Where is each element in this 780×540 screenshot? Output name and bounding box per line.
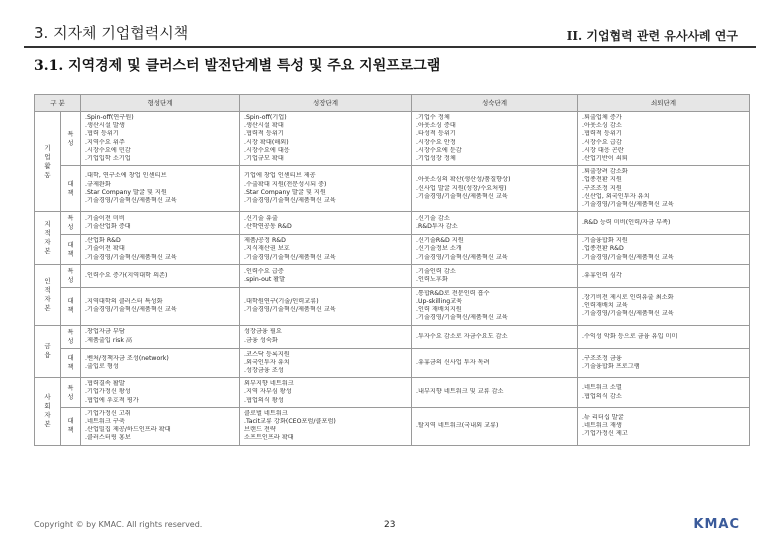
cell-line: .유휴금의 신사업 투자 독려 xyxy=(416,358,490,366)
cell-line: .신사업 발굴 지원(성장/수요처평) xyxy=(416,184,507,192)
table-cell xyxy=(240,378,412,408)
cell-line: .탈지역 네트워크(국내외 교류) xyxy=(416,422,499,430)
table-row xyxy=(35,235,750,265)
category-char: 자 xyxy=(44,294,51,303)
table-cell xyxy=(240,112,412,166)
cell-line: .신기술정보 소개 xyxy=(416,245,462,253)
cell-line: .규제완화 xyxy=(85,180,111,188)
cell-line: .지역 자부심 왕성 xyxy=(244,388,292,396)
category-char: 사 xyxy=(44,393,51,402)
table-row xyxy=(35,325,750,348)
table-cell xyxy=(81,264,240,287)
table-cell xyxy=(578,235,750,265)
cell-line: .시장 확대(해외) xyxy=(244,138,289,146)
cell-line: .업종전환 R&D xyxy=(582,245,624,253)
table-cell xyxy=(240,287,412,325)
cell-line: .산학연공동 R&D xyxy=(244,223,292,231)
cell-line: .내부지향 네트워크 및 교류 감소 xyxy=(416,388,504,396)
category-char: 금 xyxy=(44,342,51,351)
cell-line: .아웃소싱 감소 xyxy=(582,122,622,130)
cell-line: .기술경영/기술혁신/제품혁신 교육 xyxy=(416,253,508,261)
cell-line: .기술경영/기술혁신/제품혁신 교육 xyxy=(416,192,508,200)
table-cell xyxy=(81,166,240,212)
table-cell xyxy=(240,264,412,287)
cell-line: .기술경영/기술혁신/제품혁신 교육 xyxy=(85,196,177,204)
subcategory-char: 성 xyxy=(67,393,74,401)
table-cell xyxy=(81,407,240,445)
cell-line: .기업성장 정체 xyxy=(416,155,456,163)
stage-table-container xyxy=(34,94,749,446)
row-subcategory xyxy=(61,235,81,265)
cell-line: .Tacit교류 강화(CEO포럼/클포럼) xyxy=(244,418,336,426)
copyright-text: Copyright © by KMAC. All rights reserved. xyxy=(34,520,203,529)
cell-line: .네트워크 재생 xyxy=(582,422,622,430)
cell-line: .퇴출장려 감소화 xyxy=(582,168,628,176)
cell-line: .기술융합화 지원 xyxy=(582,237,628,245)
table-cell xyxy=(412,348,578,378)
subcategory-char: 성 xyxy=(67,224,74,232)
cell-line: .R&D 능력 미비(인력/자금 부족) xyxy=(582,219,671,227)
cell-line: .기업입학 소기업 xyxy=(85,155,131,163)
cell-line: .인력재배치 교육 xyxy=(582,302,628,310)
table-row xyxy=(35,264,750,287)
cell-line: .퇴출업체 증가 xyxy=(582,114,622,121)
kmac-logo: KMAC xyxy=(693,517,740,532)
row-subcategory xyxy=(61,287,81,325)
table-cell xyxy=(81,112,240,166)
cell-line: .기술경영/기술혁신/제품혁신 교육 xyxy=(582,253,674,261)
table-row xyxy=(35,112,750,166)
category-char: 본 xyxy=(44,303,51,312)
cell-line: .기술경영/기술혁신/제품혁신 교육 xyxy=(244,306,336,314)
cell-line: .신산업, 외국인투자 유치 xyxy=(582,192,650,200)
cell-line: .신기술 감소 xyxy=(416,215,450,223)
cell-line: .기술경영/기술혁신/제품혁신 교육 xyxy=(582,201,674,209)
cell-line: 성장금융 필요 xyxy=(244,328,282,336)
cell-line: .협력적 등위기 xyxy=(582,130,622,138)
cell-line: 소프트인프라 확대 xyxy=(244,434,294,442)
cell-line: .구조조정 금융 xyxy=(582,354,622,362)
row-subcategory xyxy=(61,378,81,408)
table-cell xyxy=(578,287,750,325)
cell-line: .산업밀집 제공/하드인프라 확대 xyxy=(85,426,171,434)
table-cell xyxy=(578,264,750,287)
cell-line: .신기술R&D 지원 xyxy=(416,237,464,245)
table-cell xyxy=(412,378,578,408)
table-cell xyxy=(240,325,412,348)
cell-line: .제품출입 risk 高 xyxy=(85,336,133,344)
row-subcategory xyxy=(61,112,81,166)
cell-line: .산업기반이 쇠퇴 xyxy=(582,155,628,163)
row-category xyxy=(35,112,61,212)
cell-line: .기술이전 확대 xyxy=(85,245,125,253)
cell-line: .시장수요 급감 xyxy=(582,138,622,146)
table-cell xyxy=(240,407,412,445)
subcategory-char: 성 xyxy=(67,337,74,345)
table-cell xyxy=(81,235,240,265)
category-char: 융 xyxy=(44,351,51,360)
cell-line: .기술산업화 증대 xyxy=(85,223,131,231)
cell-line: .인력 재배치지원 xyxy=(416,306,462,314)
table-cell xyxy=(81,325,240,348)
cell-line: .대학, 연구소에 창업 인센티브 xyxy=(85,172,167,180)
cell-line: .협업의식 왕성 xyxy=(244,396,284,404)
row-subcategory xyxy=(61,166,81,212)
cell-line: .협업에 우호적 평가 xyxy=(85,396,139,404)
cell-line: 기업에 창업 인센티브 제공 xyxy=(244,172,316,180)
row-subcategory xyxy=(61,264,81,287)
table-cell xyxy=(578,378,750,408)
cell-line: .기술경영/기술혁신/제품혁신 교육 xyxy=(85,253,177,261)
row-category xyxy=(35,264,61,325)
cell-line: .외국인투자 유치 xyxy=(244,358,290,366)
cell-line: .인력수요 증가(지역대학 의존) xyxy=(85,271,168,279)
table-cell xyxy=(240,166,412,212)
cell-line: .생산시설 발생 xyxy=(85,122,125,130)
category-char: 활 xyxy=(44,161,51,170)
cell-line: 외부지향 네트워크 xyxy=(244,380,294,388)
cell-line: .아웃소싱의 확산(생산성/품질향상) xyxy=(416,176,511,184)
subcategory-char: 대 xyxy=(67,354,74,362)
subcategory-char: 성 xyxy=(67,139,74,147)
table-cell xyxy=(240,235,412,265)
table-cell xyxy=(412,407,578,445)
cell-line: .Spin-off(연구원) xyxy=(85,114,134,121)
cell-line: .기업가정신 왕성 xyxy=(85,388,131,396)
subcategory-char: 책 xyxy=(67,363,74,371)
cell-line: .투자수요 감소로 자금수요도 감소 xyxy=(416,332,508,340)
cell-line: .기술인력 감소 xyxy=(416,267,456,275)
cell-line: .신기술 유출 xyxy=(244,215,278,223)
subcategory-char: 특 xyxy=(67,328,74,336)
table-row xyxy=(35,378,750,408)
cell-line: .기업가정신 제고 xyxy=(582,430,628,438)
cell-line: .기술융합화 프로그램 xyxy=(582,362,640,370)
cell-line: .뉴 리더십 발굴 xyxy=(582,413,624,421)
category-char: 본 xyxy=(44,420,51,429)
table-cell xyxy=(578,166,750,212)
row-subcategory xyxy=(61,407,81,445)
cell-line: .기업규모 확대 xyxy=(244,155,284,163)
cell-line: .기술경영/기술혁신/제품혁신 교육 xyxy=(244,196,336,204)
category-char: 기 xyxy=(44,143,51,152)
cell-line: 클로벌 네트워크 xyxy=(244,409,288,417)
cell-line: .수출확대 지원(전문성시되 중) xyxy=(244,180,327,188)
table-body xyxy=(35,112,750,446)
cell-line: .기업가정신 고취 xyxy=(85,409,131,417)
subcategory-char: 대 xyxy=(67,241,74,249)
subcategory-char: 책 xyxy=(67,250,74,258)
subcategory-char: 대 xyxy=(67,418,74,426)
table-cell xyxy=(412,287,578,325)
cell-line: .협력 등위기 xyxy=(85,130,119,138)
cell-line: .클러스터링 홍보 xyxy=(85,434,131,442)
cell-line: .협업의식 감소 xyxy=(582,392,622,400)
cell-line: .통합R&D로 전문인력 흡수 xyxy=(416,289,490,297)
cell-line: .spin-out 활발 xyxy=(244,275,286,283)
header-growth: 성장단계 xyxy=(240,95,412,112)
cell-line: .업종전환 지원 xyxy=(582,176,622,184)
table-cell xyxy=(578,112,750,166)
cell-line: .수익성 악화 등으로 금융 유입 미미 xyxy=(582,332,678,340)
cell-line: .타성적 등위기 xyxy=(416,130,456,138)
table-cell xyxy=(412,166,578,212)
subcategory-char: 성 xyxy=(67,276,74,284)
cell-line: .지식재산권 보호 xyxy=(244,245,290,253)
chapter-header-title: II. 기업협력 관련 유사사례 연구 xyxy=(566,29,738,43)
category-char: 자 xyxy=(44,238,51,247)
subcategory-char: 대 xyxy=(67,298,74,306)
table-cell xyxy=(412,112,578,166)
cell-line: .기술경영/기술혁신/제품혁신 교육 xyxy=(416,314,508,322)
cell-line: .시장수요에 민감 xyxy=(85,146,131,154)
cell-line: .벤처/정책자금 조성(network) xyxy=(85,354,169,362)
subcategory-char: 책 xyxy=(67,189,74,197)
table-cell xyxy=(81,348,240,378)
subcategory-char: 특 xyxy=(67,267,74,275)
category-char: 인 xyxy=(44,276,51,285)
cell-line: .Spin-off(기업) xyxy=(244,114,287,121)
cell-line: .시장 대응 곤란 xyxy=(582,146,624,154)
table-row xyxy=(35,212,750,235)
subcategory-char: 책 xyxy=(67,307,74,315)
section-header-title: 3. 지자체 기업협력시책 xyxy=(34,24,189,42)
table-header-row xyxy=(35,95,750,112)
cell-line: .창업자금 부담 xyxy=(85,328,125,336)
cell-line: .Up-skilling교육 xyxy=(416,298,463,306)
table-cell xyxy=(81,212,240,235)
row-category xyxy=(35,378,61,445)
header-category: 구 분 xyxy=(35,95,81,112)
page-title: 3.1. 지역경제 및 클러스터 발전단계별 특성 및 주요 지원프로그램 xyxy=(34,58,441,74)
cell-line: .시장수요 안정 xyxy=(416,138,456,146)
cell-line: .인력수요 급증 xyxy=(244,267,284,275)
cell-line: .Star Company 발굴 및 지원 xyxy=(85,188,167,196)
table-cell xyxy=(412,212,578,235)
table-cell xyxy=(81,287,240,325)
cell-line: .장기비전 제시로 인력유출 최소화 xyxy=(582,293,674,301)
header-divider xyxy=(24,46,756,48)
category-char: 지 xyxy=(44,220,51,229)
table-cell xyxy=(240,212,412,235)
cell-line: 브랜드 전략 xyxy=(244,426,276,434)
table-cell xyxy=(412,325,578,348)
row-category xyxy=(35,212,61,265)
cell-line: .협력적 등위기 xyxy=(244,130,284,138)
subcategory-char: 책 xyxy=(67,427,74,435)
cell-line: 제품/공정 R&D xyxy=(244,237,286,245)
cell-line: .금융 성숙화 xyxy=(244,336,278,344)
category-char: 업 xyxy=(44,152,51,161)
table-cell xyxy=(412,235,578,265)
cell-line: .대학원연구(기술/인력교류) xyxy=(244,298,319,306)
cell-line: .기술이전 미비 xyxy=(85,215,125,223)
cell-line: .협력결속 활발 xyxy=(85,380,125,388)
cell-line: .구조조정 지원 xyxy=(582,184,622,192)
category-char: 동 xyxy=(44,170,51,179)
subcategory-char: 특 xyxy=(67,130,74,138)
subcategory-char: 특 xyxy=(67,215,74,223)
cell-line: .아웃소싱 증대 xyxy=(416,122,456,130)
category-char: 적 xyxy=(44,285,51,294)
row-category xyxy=(35,325,61,378)
subcategory-char: 특 xyxy=(67,384,74,392)
table-cell xyxy=(81,378,240,408)
cell-line: .생산시설 확대 xyxy=(244,122,284,130)
header-decline: 쇠퇴단계 xyxy=(578,95,750,112)
category-char: 회 xyxy=(44,402,51,411)
category-char: 자 xyxy=(44,411,51,420)
cell-line: .네트워크 구축 xyxy=(85,418,125,426)
cell-line: .기술경영/기술혁신/제품혁신 교육 xyxy=(582,310,674,318)
table-row xyxy=(35,287,750,325)
category-char: 본 xyxy=(44,247,51,256)
header-formation: 형성단계 xyxy=(81,95,240,112)
cell-line: .성장금융 조성 xyxy=(244,367,284,375)
cell-line: .유휴인력 심각 xyxy=(582,271,622,279)
cell-line: .시장수요에 둔감 xyxy=(416,146,462,154)
category-char: 적 xyxy=(44,229,51,238)
row-subcategory xyxy=(61,212,81,235)
row-subcategory xyxy=(61,325,81,348)
table-cell xyxy=(578,407,750,445)
cell-line: .인력노후화 xyxy=(416,275,448,283)
cell-line: .지역수요 위주 xyxy=(85,138,125,146)
table-cell xyxy=(412,264,578,287)
table-row xyxy=(35,407,750,445)
cell-line: .기술경영/기술혁신/제품혁신 교육 xyxy=(244,253,336,261)
cell-line: .R&D투자 감소 xyxy=(416,223,458,231)
cell-line: .기술경영/기술혁신/제품혁신 교육 xyxy=(85,306,177,314)
table-row xyxy=(35,348,750,378)
cell-line: .네트워크 소멸 xyxy=(582,384,622,392)
cell-line: .기업수 정체 xyxy=(416,114,450,121)
table-cell xyxy=(578,348,750,378)
header-maturity: 성숙단계 xyxy=(412,95,578,112)
page-number: 23 xyxy=(384,520,396,530)
subcategory-char: 대 xyxy=(67,180,74,188)
row-subcategory xyxy=(61,348,81,378)
table-cell xyxy=(578,325,750,348)
cell-line: .지역대학의 클러스터 특성화 xyxy=(85,298,163,306)
cell-line: .Star Company 발굴 및 지원 xyxy=(244,188,326,196)
cell-line: .출입로 형성 xyxy=(85,362,119,370)
cell-line: .코스닥 등록지원 xyxy=(244,350,290,358)
table-row xyxy=(35,166,750,212)
stage-table xyxy=(34,94,750,446)
cell-line: .시장수요에 대응 xyxy=(244,146,290,154)
table-cell xyxy=(578,212,750,235)
cell-line: .산업화 R&D xyxy=(85,237,121,245)
table-cell xyxy=(240,348,412,378)
